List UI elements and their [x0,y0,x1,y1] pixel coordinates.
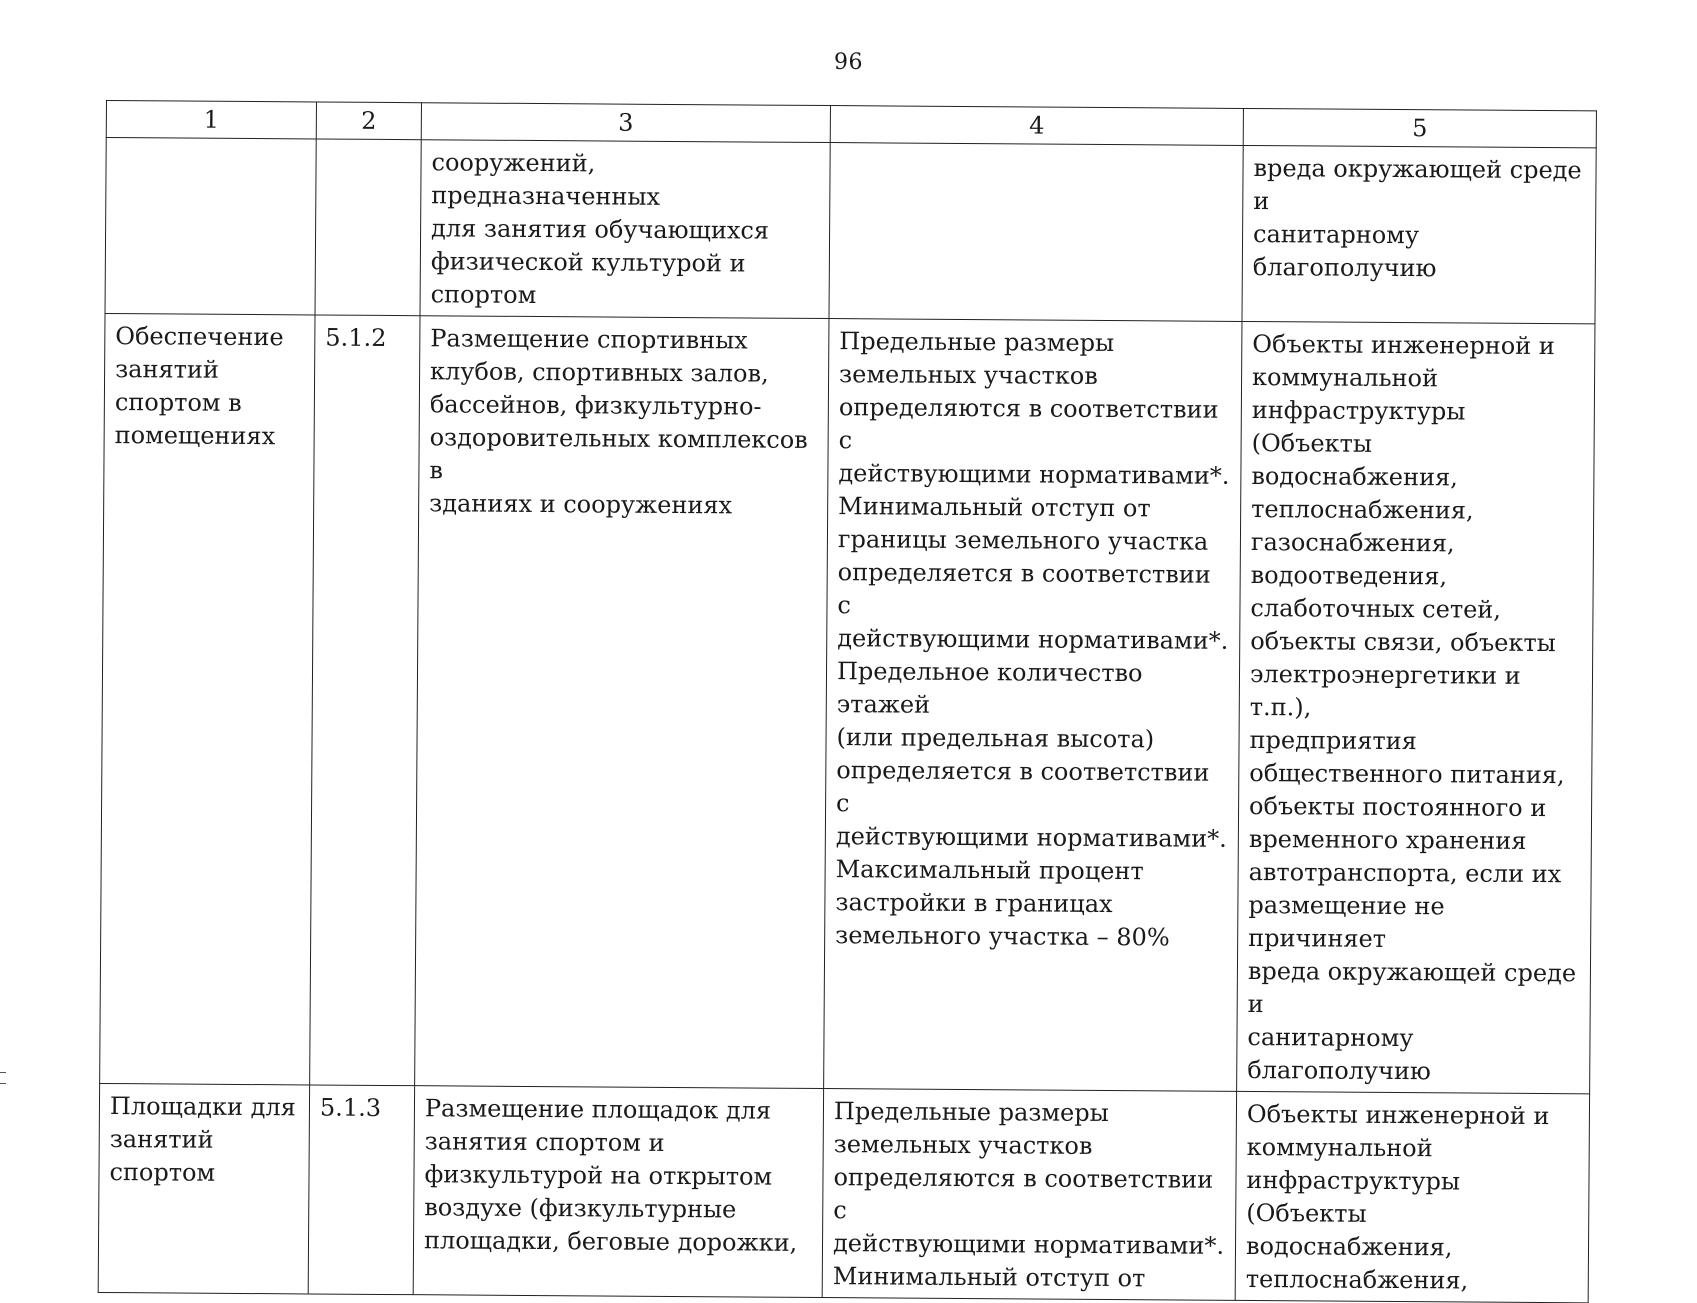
land-use-table [98,100,1597,1303]
column-header-4: 4 [830,106,1243,146]
column-header-2: 2 [316,102,421,140]
cell-description [420,140,830,319]
cell-code [310,315,420,1086]
cell-description [413,1086,823,1298]
table-row [98,1083,1589,1302]
cell-text: Размещение спортивных клубов, спортивных залов, бассейнов, физкультурно- оздоровительных комплексов в зданиях и сооружениях [429,324,808,520]
cell-text: Предельные размеры земельных участков определяются в соответствии с действующими нормативами*. Минимальный отступ от границы земельного участка определяется в соответствии с действующими нормативами*. Предельное количество этажей (или предельная высота) определяется в соответствии с действующими нормативами*. Максимальный процент застройки в границах земельного участка – 80% [835,327,1230,952]
cell-text: Предельные размеры земельных участков определяются в соответствии с действующими нормативами*. Минимальный отступ от [832,1097,1225,1293]
table-row [100,313,1595,1093]
cell-use-name [98,1083,309,1293]
column-header-3: 3 [421,103,830,143]
cell-auxiliary-uses [1242,145,1596,323]
cell-text: Размещение площадок для занятия спортом и физкультурой на открытом воздухе (физкультурные площадки, беговые дорожки, [423,1094,798,1257]
cell-description [415,316,829,1089]
cell-text: Объекты инженерной и коммунальной инфраструктуры (Объекты водоснабжения, теплоснабжения, газоснабжения, водоотведения, слаботочных сетей, объекты связи, объекты электроэнергетики и т.п.), предприятия общественного питания, объекты постоянного и временного хранения автотранспорта, если их размещение не причиняет вреда окружающей среде и санитарному благополучию [1247,330,1577,1086]
scan-edge-mark [0,1072,6,1084]
cell-auxiliary-uses [1237,321,1595,1093]
cell-parameters [824,319,1242,1092]
cell-code [308,1085,414,1295]
cell-text: 5.1.2 [325,323,387,352]
cell-text: Площадки для занятий спортом [109,1092,296,1187]
cell-parameters [822,1089,1236,1301]
column-header-5: 5 [1243,108,1596,147]
table-row [105,138,1596,324]
cell-use-name [105,138,316,315]
page-number: 96 [834,50,863,75]
cell-auxiliary-uses [1235,1091,1589,1302]
cell-use-name [100,313,315,1084]
cell-text: вреда окружающей среде и санитарному благополучию [1252,154,1582,283]
cell-parameters [829,143,1243,322]
cell-text: 5.1.3 [319,1093,382,1122]
cell-text: Объекты инженерной и коммунальной инфраструктуры (Объекты водоснабжения, теплоснабжения, [1245,1099,1550,1295]
cell-text: сооружений, предназначенных для занятия обучающихся физической культурой и спортом [430,148,770,310]
cell-code [315,139,421,316]
cell-text: Обеспечение занятий спортом в помещениях [114,322,284,451]
column-header-1: 1 [106,101,316,139]
